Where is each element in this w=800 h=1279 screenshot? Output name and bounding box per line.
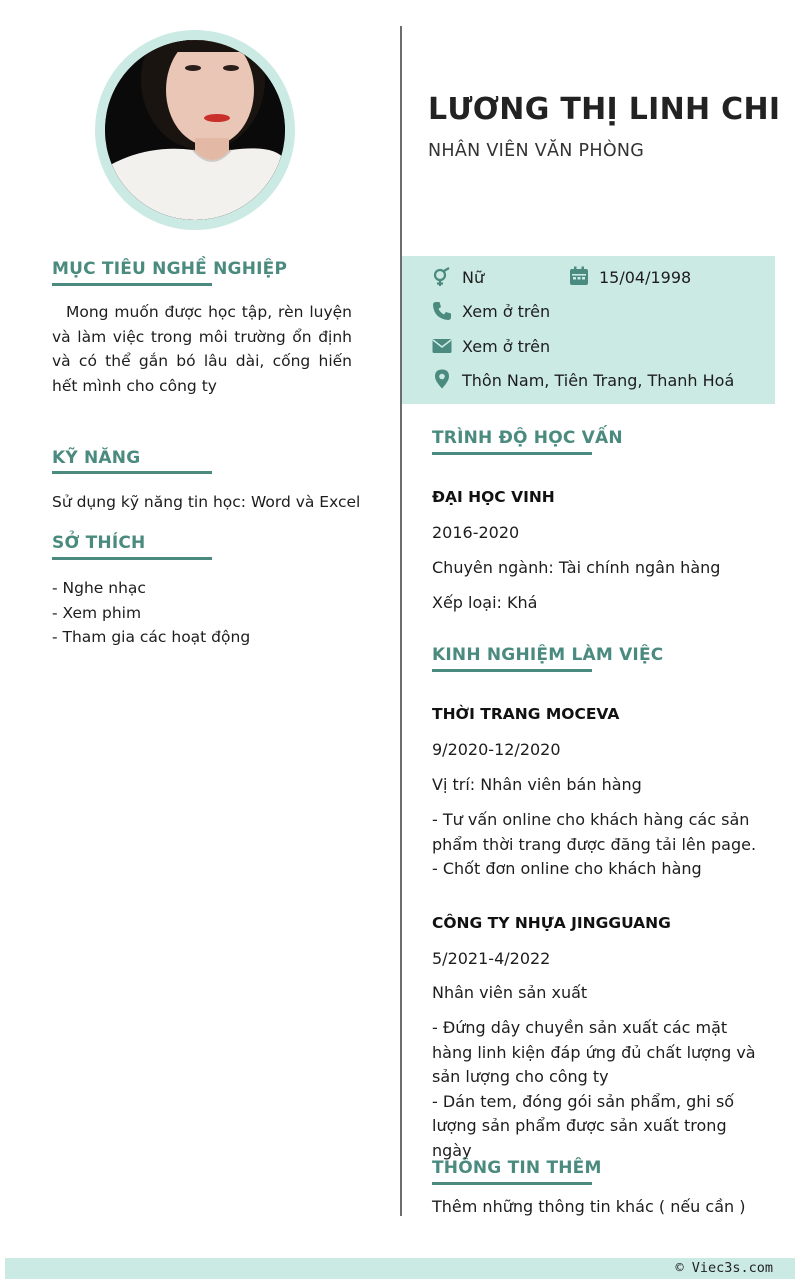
hobbies-underline xyxy=(52,557,212,560)
job-period: 9/2020-12/2020 xyxy=(432,740,561,759)
avatar-photo xyxy=(105,40,285,220)
gender-value: Nữ xyxy=(462,268,485,287)
objective-underline xyxy=(52,283,212,286)
education-major: Chuyên ngành: Tài chính ngân hàng xyxy=(432,558,721,577)
email-value: Xem ở trên xyxy=(462,337,551,356)
hobbies-list xyxy=(52,576,372,650)
job-duty: - Tư vấn online cho khách hàng các sản phẩm thời trang được đăng tải lên page. xyxy=(432,810,757,854)
contact-panel xyxy=(402,256,775,404)
skills-text: Sử dụng kỹ năng tin học: Word và Excel xyxy=(52,493,361,511)
education-underline xyxy=(432,452,592,455)
job-duties xyxy=(432,808,767,882)
hobby-item: - Tham gia các hoạt động xyxy=(52,628,251,646)
location-icon xyxy=(432,369,452,389)
phone-icon xyxy=(432,301,452,321)
column-divider xyxy=(400,26,402,1216)
avatar xyxy=(95,30,295,230)
experience-underline xyxy=(432,669,592,672)
phone-value: Xem ở trên xyxy=(462,302,551,321)
additional-title: THÔNG TIN THÊM xyxy=(432,1158,602,1178)
education-rank: Xếp loại: Khá xyxy=(432,593,538,612)
email-icon xyxy=(432,336,452,356)
additional-underline xyxy=(432,1182,592,1185)
education-title: TRÌNH ĐỘ HỌC VẤN xyxy=(432,428,623,448)
job-duty: - Dán tem, đóng gói sản phẩm, ghi số lượng sản phẩm được sản xuất trong ngày xyxy=(432,1091,735,1160)
hobby-item: - Xem phim xyxy=(52,603,142,622)
job-role: Vị trí: Nhân viên bán hàng xyxy=(432,775,642,794)
hobbies-title: SỞ THÍCH xyxy=(52,533,146,553)
education-period: 2016-2020 xyxy=(432,523,520,542)
address-value: Thôn Nam, Tiên Trang, Thanh Hoá xyxy=(462,371,735,390)
job-company: THỜI TRANG MOCEVA xyxy=(432,705,620,723)
skills-underline xyxy=(52,471,212,474)
school-name: ĐẠI HỌC VINH xyxy=(432,488,555,506)
job-duty: - Chốt đơn online cho khách hàng xyxy=(432,859,702,878)
job-title: NHÂN VIÊN VĂN PHÒNG xyxy=(428,141,645,161)
copyright-text: © Viec3s.com xyxy=(675,1260,773,1276)
skills-title: KỸ NĂNG xyxy=(52,448,141,468)
job-role: Nhân viên sản xuất xyxy=(432,983,588,1002)
job-company: CÔNG TY NHỰA JINGGUANG xyxy=(432,914,671,932)
objective-title: MỤC TIÊU NGHỀ NGHIỆP xyxy=(52,259,288,279)
calendar-icon xyxy=(569,266,589,286)
candidate-name: LƯƠNG THỊ LINH CHI xyxy=(428,92,781,127)
job-period: 5/2021-4/2022 xyxy=(432,949,551,968)
footer-bar xyxy=(5,1258,795,1279)
job-duty: - Đứng dây chuyền sản xuất các mặt hàng linh kiện đáp ứng đủ chất lượng và sản lượng cho công ty xyxy=(432,1018,756,1086)
additional-text: Thêm những thông tin khác ( nếu cần ) xyxy=(432,1197,746,1216)
hobby-item: - Nghe nhạc xyxy=(52,579,146,597)
job-duties xyxy=(432,1016,767,1163)
gender-icon xyxy=(432,267,452,287)
birthday-value: 15/04/1998 xyxy=(599,268,692,287)
experience-title: KINH NGHIỆM LÀM VIỆC xyxy=(432,645,664,665)
objective-text: Mong muốn được học tập, rèn luyện và làm việc trong môi trường ổn định và có thể gắn bó lâu dài, cống hiến hết mình cho công ty xyxy=(52,303,352,395)
